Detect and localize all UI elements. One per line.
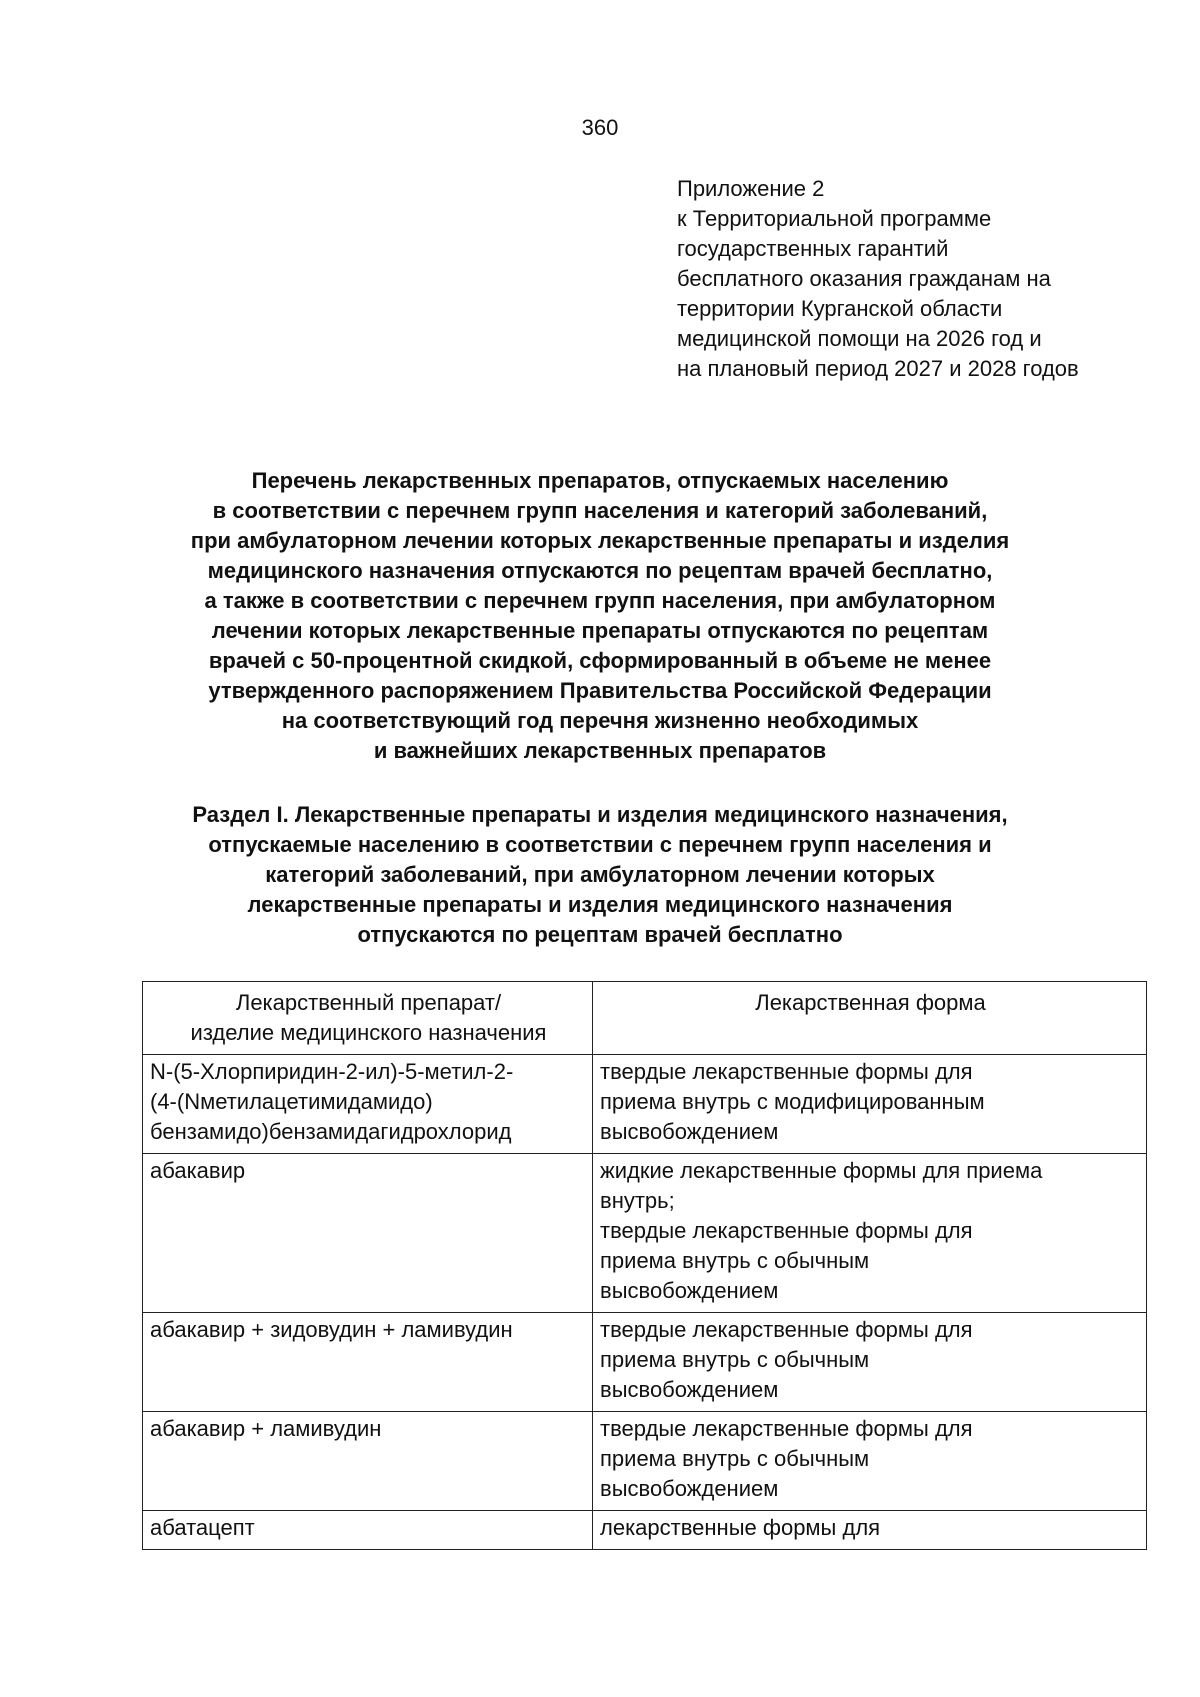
drug-line: бензамидо)бензамидагидрохлорид	[150, 1119, 512, 1144]
appendix-line: на плановый период 2027 и 2028 годов	[677, 356, 1079, 381]
form-line: приема внутрь с модифицированным	[600, 1089, 985, 1114]
header-form-line: Лекарственная форма	[755, 990, 986, 1015]
section-line: лекарственные препараты и изделия медицинского назначения	[247, 892, 953, 917]
title-line: медицинского назначения отпускаются по рецептам врачей бесплатно,	[207, 558, 993, 583]
form-line: твердые лекарственные формы для	[600, 1218, 973, 1243]
appendix-line: территории Курганской области	[677, 296, 1003, 321]
table-row	[143, 1313, 1147, 1412]
title-line: на соответствующий год перечня жизненно необходимых	[281, 708, 919, 733]
form-line: твердые лекарственные формы для	[600, 1416, 973, 1441]
drug-line: абакавир + зидовудин + ламивудин	[150, 1317, 513, 1342]
form-line: высвобождением	[600, 1377, 779, 1402]
form-line: приема внутрь с обычным	[600, 1446, 870, 1471]
title-line: а также в соответствии с перечнем групп населения, при амбулаторном	[204, 588, 996, 613]
drug-cell	[143, 1511, 593, 1550]
drug-line: абакавир	[150, 1158, 246, 1183]
drug-cell	[143, 1412, 593, 1511]
appendix-line: к Территориальной программе	[677, 206, 992, 231]
form-cell	[593, 1412, 1147, 1511]
document-title	[60, 466, 1140, 766]
appendix-reference	[677, 174, 1177, 384]
form-line: твердые лекарственные формы для	[600, 1059, 973, 1084]
form-line: твердые лекарственные формы для	[600, 1317, 973, 1342]
title-line: врачей с 50-процентной скидкой, сформированный в объеме не менее	[208, 648, 992, 673]
header-drug-line: Лекарственный препарат/	[235, 990, 502, 1015]
title-line: и важнейших лекарственных препаратов	[373, 738, 827, 763]
section-line: отпускаются по рецептам врачей бесплатно	[357, 922, 843, 947]
form-line: высвобождением	[600, 1476, 779, 1501]
form-cell	[593, 1511, 1147, 1550]
drug-line: (4-(Nметилацетимидамидо)	[150, 1089, 433, 1114]
table-header-row	[143, 982, 1147, 1055]
form-line: лекарственные формы для	[600, 1515, 881, 1540]
drug-cell	[143, 1055, 593, 1154]
drug-cell	[143, 1154, 593, 1313]
form-cell	[593, 1154, 1147, 1313]
form-line: жидкие лекарственные формы для приема	[600, 1158, 1043, 1183]
section-title	[60, 800, 1140, 950]
form-cell	[593, 1313, 1147, 1412]
title-line: утвержденного распоряжением Правительства Российской Федерации	[208, 678, 992, 703]
page-number: 360	[581, 115, 619, 140]
drug-line: N-(5-Хлорпиридин-2-ил)-5-метил-2-	[150, 1059, 514, 1084]
drug-table	[142, 981, 1147, 1550]
appendix-line: медицинской помощи на 2026 год и	[677, 326, 1042, 351]
form-line: приема внутрь с обычным	[600, 1248, 870, 1273]
table-row	[143, 1055, 1147, 1154]
form-line: высвобождением	[600, 1278, 779, 1303]
title-line: при амбулаторном лечении которых лекарственные препараты и изделия	[190, 528, 1010, 553]
table-row	[143, 1511, 1147, 1550]
form-line: внутрь;	[600, 1188, 675, 1213]
form-line: приема внутрь с обычным	[600, 1347, 870, 1372]
appendix-line: государственных гарантий	[677, 236, 949, 261]
title-line: Перечень лекарственных препаратов, отпускаемых населению	[251, 468, 949, 493]
title-line: лечении которых лекарственные препараты отпускаются по рецептам	[211, 618, 989, 643]
header-drug-line: изделие медицинского назначения	[190, 1020, 547, 1045]
form-line: высвобождением	[600, 1119, 779, 1144]
table-row	[143, 1412, 1147, 1511]
section-line: Раздел I. Лекарственные препараты и изделия медицинского назначения,	[192, 802, 1008, 827]
title-line: в соответствии с перечнем групп населения и категорий заболеваний,	[212, 498, 988, 523]
drug-line: абатацепт	[150, 1515, 255, 1540]
section-line: категорий заболеваний, при амбулаторном лечении которых	[265, 862, 935, 887]
header-drug	[143, 982, 593, 1055]
table-row	[143, 1154, 1147, 1313]
appendix-line: Приложение 2	[677, 176, 825, 201]
drug-line: абакавир + ламивудин	[150, 1416, 382, 1441]
drug-cell	[143, 1313, 593, 1412]
section-line: отпускаемые населению в соответствии с перечнем групп населения и	[208, 832, 992, 857]
form-cell	[593, 1055, 1147, 1154]
appendix-line: бесплатного оказания гражданам на	[677, 266, 1051, 291]
header-form	[593, 982, 1147, 1055]
